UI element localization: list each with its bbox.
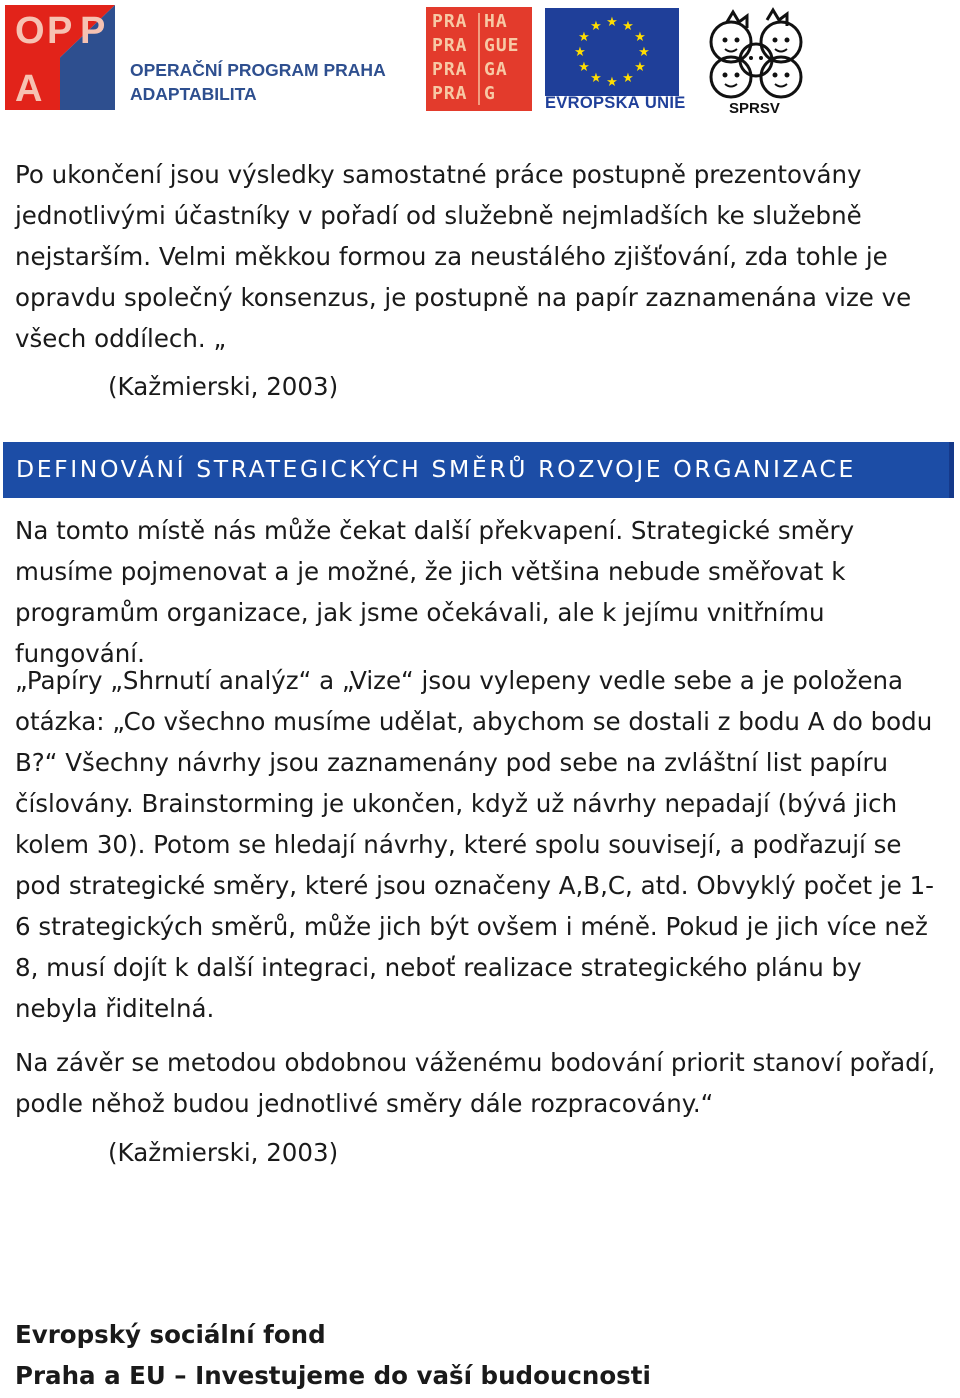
oppa-letter-a: A — [15, 68, 43, 110]
oppa-line1: OPERAČNÍ PROGRAM PRAHA — [130, 60, 386, 80]
oppa-letter-p2: P — [80, 10, 106, 52]
sprsv-label: SPRSV — [729, 100, 780, 117]
eu-label: EVROPSKÁ UNIE — [545, 94, 686, 112]
oppa-letter-p1: P — [47, 10, 73, 52]
svg-text:★: ★ — [606, 75, 618, 90]
svg-text:★: ★ — [578, 60, 590, 75]
oppa-logo — [5, 5, 115, 110]
svg-text:★: ★ — [622, 19, 634, 34]
body-paragraph-1: Na tomto místě nás může čekat další překvapení. Strategické směry musíme pojmenovat a je možné, že jich většina nebude směřovat k programům organizace, jak jsme očekávali, ale k jejímu vnitřnímu fungování. — [15, 516, 855, 668]
svg-text:★: ★ — [634, 60, 646, 75]
praha-logo — [426, 7, 532, 111]
section-heading-bar — [3, 442, 954, 498]
oppa-letter-o: O — [15, 10, 45, 52]
praha-cell: G — [484, 83, 496, 104]
praha-divider — [478, 13, 480, 105]
body-paragraph-2: „Papíry „Shrnutí analýz“ a „Vize“ jsou vylepeny vedle sebe a je položena otázka: „Co všechno musíme udělat, abychom se dostali z bodu A do bodu B?“ Všechny návrhy jsou zaznamenány pod sebe na zvláštní list papíru číslovány. Brainstorming je ukončen, když už návrhy nepadají (bývá jich kolem 30). Potom se hledají návrhy, které spolu souvisejí, a podřazují se pod strategické směry, které jsou označeny A,B,C, atd. Obvyklý počet je 1-6 strategických směrů, může jich být ovšem i méně. Pokud je jich více než 8, musí dojít k další integraci, neboť realizace strategického plánu by nebyla řiditelná. — [15, 666, 935, 1023]
svg-text:★: ★ — [578, 30, 590, 45]
praha-cell: GUE — [484, 35, 520, 56]
eu-flag-icon — [545, 8, 679, 96]
praha-cell: GA — [484, 59, 508, 80]
praha-cell: PRA — [432, 35, 468, 56]
svg-text:★: ★ — [574, 45, 586, 60]
svg-text:★: ★ — [634, 30, 646, 45]
svg-text:★: ★ — [590, 19, 602, 34]
praha-cell: PRA — [432, 11, 468, 32]
footer-line-2: Praha a EU – Investujeme do vaší budoucnosti — [15, 1361, 651, 1390]
svg-text:★: ★ — [622, 71, 634, 86]
logo-header — [0, 0, 960, 125]
oppa-line2: ADAPTABILITA — [130, 84, 257, 104]
svg-text:★: ★ — [638, 45, 650, 60]
svg-text:★: ★ — [590, 71, 602, 86]
section-heading: DEFINOVÁNÍ STRATEGICKÝCH SMĚRŮ ROZVOJE ORGANIZACE — [16, 455, 856, 483]
praha-cell: HA — [484, 11, 508, 32]
citation: (Kažmierski, 2003) — [108, 1138, 339, 1167]
quote-paragraph: Po ukončení jsou výsledky samostatné práce postupně prezentovány jednotlivými účastníky v pořadí od služebně nejmladších ke služebně nejstarším. Velmi měkkou formou za neustálého zjišťování, zda tohle je opravdu společný konsenzus, je postupně na papír zaznamenána vize ve všech oddílech. „ — [15, 160, 912, 353]
oppa-logo-text — [130, 58, 386, 106]
svg-text:★: ★ — [606, 15, 618, 30]
body-paragraph-3: Na závěr se metodou obdobnou váženému bodování priorit stanoví pořadí, podle něhož budou jednotlivé směry dále rozpracovány.“ — [15, 1048, 936, 1118]
praha-cell: PRA — [432, 83, 468, 104]
praha-cell: PRA — [432, 59, 468, 80]
citation: (Kažmierski, 2003) — [108, 372, 339, 401]
footer-line-1: Evropský sociální fond — [15, 1320, 326, 1349]
